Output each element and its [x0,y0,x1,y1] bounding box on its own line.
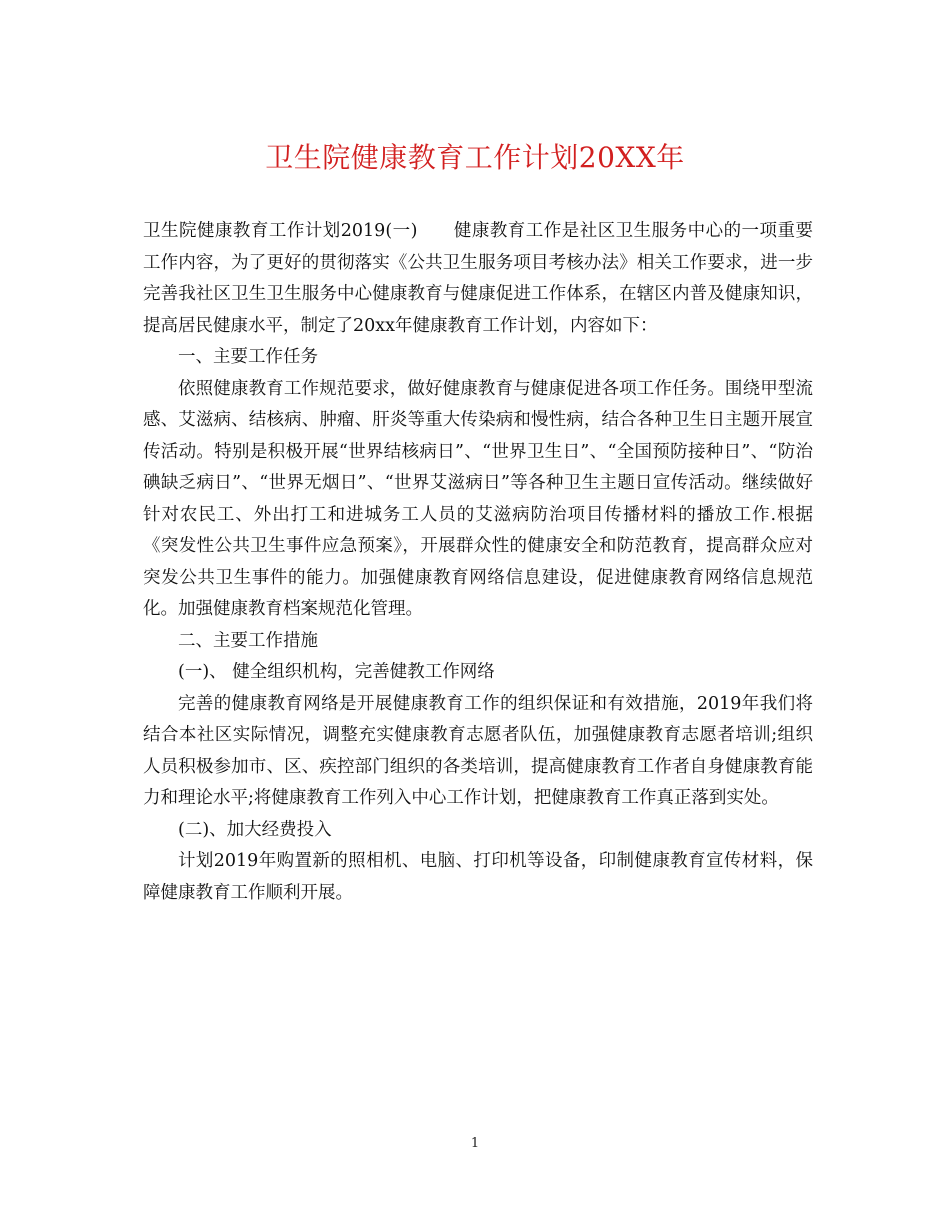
page-number: 1 [470,1136,480,1151]
document-title: 卫生院健康教育工作计划20XX年 [265,141,685,174]
document-body [143,216,813,909]
section-heading-measures: 二、主要工作措施 [178,630,318,651]
subsection-heading-organization: (一)、 健全组织机构，完善健教工作网络 [178,662,495,682]
subsection-heading-funding: (二)、加大经费投入 [178,819,332,840]
section-heading-tasks: 一、主要工作任务 [178,347,318,367]
section-paragraph-tasks: 依照健康教育工作规范要求，做好健康教育与健康促进各项工作任务。围绕甲型流感、艾滋病、结核病、肿瘤、肝炎等重大传染病和慢性病，结合各种卫生日主题开展宣传活动。特别是积极开展“世界结核病日”、“世界卫生日”、“全国预防接种日”、“防治碘缺乏病日”、“世界无烟日”、“世界艾滋病日”等各种卫生主题日宣传活动。继续做好针对农民工、外出打工和进城务工人员的艾滋病防治项目传播材料的播放工作.根据《突发性公共卫生事件应急预案》，开展群众性的健康安全和防范教育，提高群众应对突发公共卫生事件的能力。加强健康教育网络信息建设，促进健康教育网络信息规范化。加强健康教育档案规范化管理。 [143,378,813,619]
subsection-paragraph-funding: 计划2019年购置新的照相机、电脑、打印机等设备，印制健康教育宣传材料，保障健康教育工作顺利开展。 [143,851,813,903]
subsection-paragraph-organization: 完善的健康教育网络是开展健康教育工作的组织保证和有效措施，2019年我们将结合本社区实际情况，调整充实健康教育志愿者队伍，加强健康教育志愿者培训;组织人员积极参加市、区、疾控部门组织的各类培训，提高健康教育工作者自身健康教育能力和理论水平;将健康教育工作列入中心工作计划，把健康教育工作真正落到实处。 [143,693,813,808]
intro-paragraph: 卫生院健康教育工作计划2019(一) 健康教育工作是社区卫生服务中心的一项重要工作内容，为了更好的贯彻落实《公共卫生服务项目考核办法》相关工作要求，进一步完善我社区卫生卫生服务中心健康教育与健康促进工作体系，在辖区内普及健康知识，提高居民健康水平，制定了20xx年健康教育工作计划，内容如下： [143,221,813,336]
